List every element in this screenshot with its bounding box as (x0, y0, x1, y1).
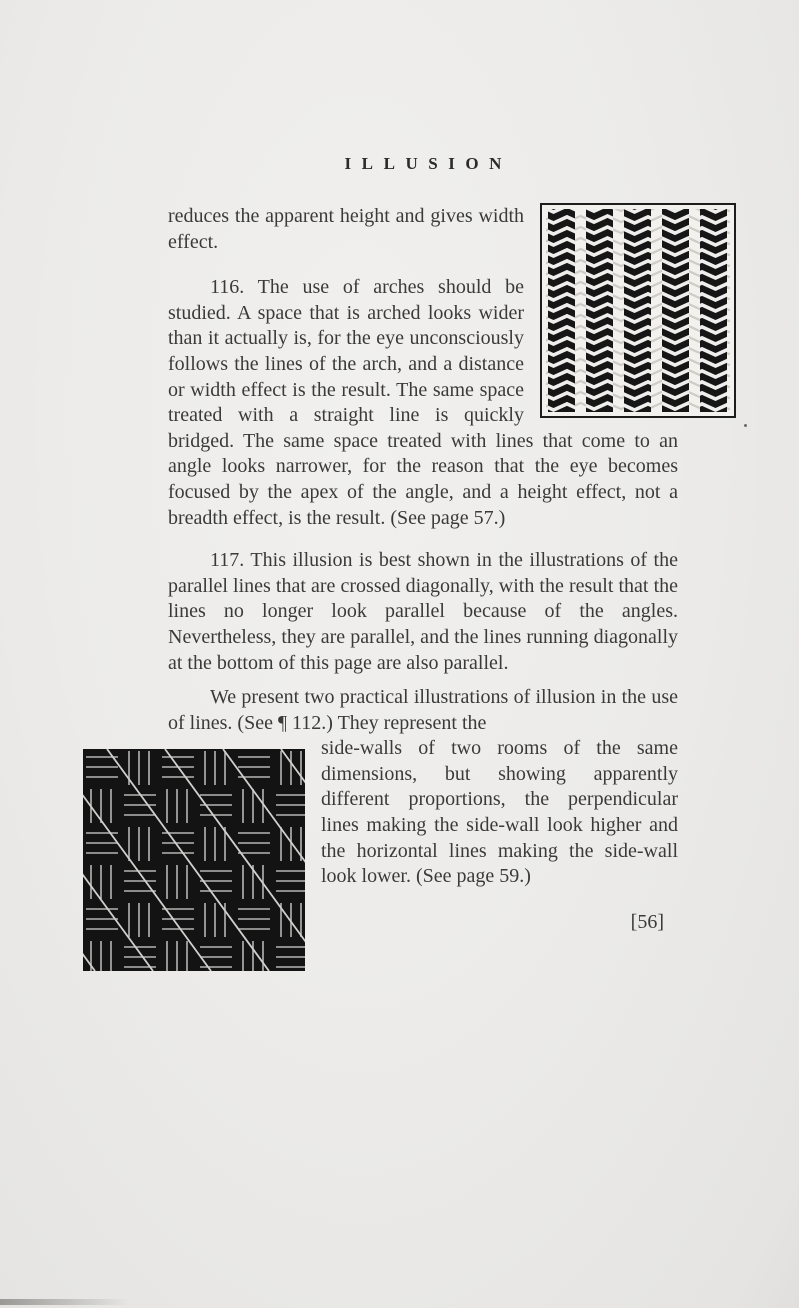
herringbone-pattern-graphic (540, 203, 736, 418)
paragraph-116: 116. The use of arches should be studied. A space that is arched looks wider than it actually is, for the eye unconsciously follows the lines of the arch, and a distance or width effect is the result. The same space treated with a straight line is quickly bridged. The same space treated with lines that come to an angle looks narrower, for the reason that the eye becomes focused by the apex of the angle, and a height effect, not a breadth effect, is the result. (See page 57.) (168, 276, 678, 529)
paragraph-117: 117. This illusion is best shown in the illustrations of the parallel lines that are crossed diagonally, with the result that the lines no longer look parallel because of the angles. Nevertheless, they are parallel, and the lines running diagonally at the bottom of this page are also parallel. (168, 549, 678, 674)
page-number: [56] (630, 910, 664, 933)
scan-artifact-dot (744, 424, 747, 427)
paragraph-we-present-part1: We present two practical illustrations of illusion in the use of lines. (See ¶ 112.) They represent the (168, 686, 678, 734)
figure-zollner-illusion (83, 749, 305, 971)
crossed-lines-pattern-graphic (83, 749, 305, 971)
figure-herringbone-illusion (540, 203, 736, 418)
paragraph-we-present (168, 685, 678, 736)
text-block (168, 198, 678, 979)
page-title: ILLUSION (344, 154, 512, 173)
paragraph-continuation: reduces the apparent height and gives width effect. (168, 205, 524, 253)
scan-artifact-smudge (0, 1299, 130, 1305)
paragraph-we-present-part2: side-walls of two rooms of the same dimensions, but showing apparently different proportions, the perpendicular lines making the side-wall look higher and the horizontal lines making the side-wall look lower. (See page 59.) (321, 737, 678, 888)
